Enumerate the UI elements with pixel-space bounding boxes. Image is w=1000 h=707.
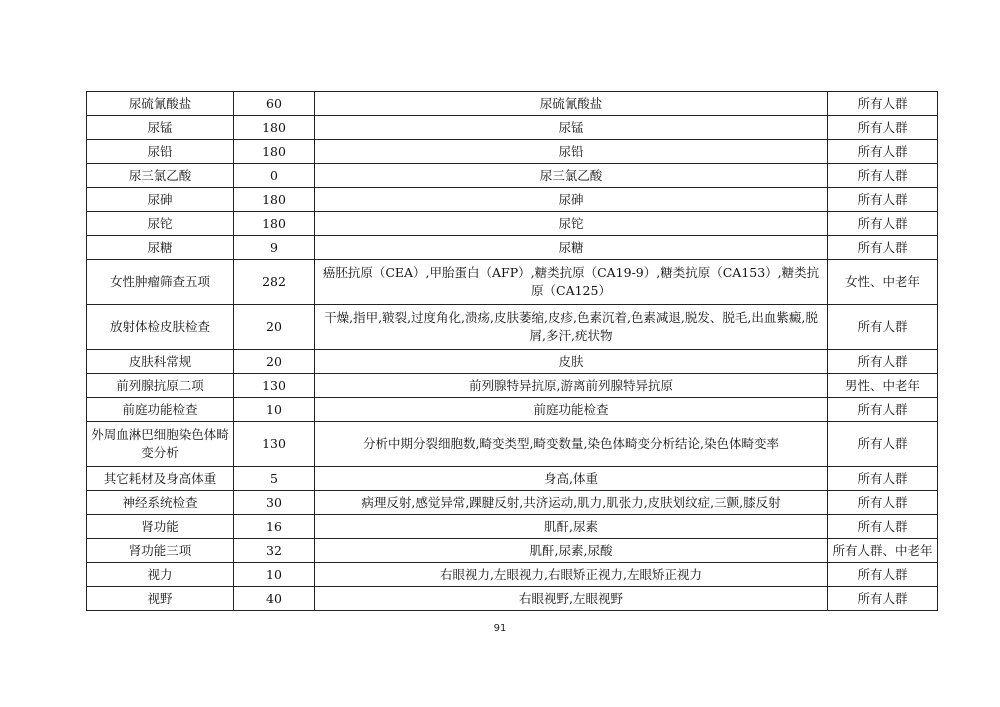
item-name-cell: 视力 — [87, 563, 234, 587]
item-group-cell: 所有人群 — [828, 164, 938, 188]
item-price-cell: 5 — [234, 467, 315, 491]
table-row — [87, 212, 938, 236]
item-price-cell: 60 — [234, 92, 315, 116]
item-name-cell: 视野 — [87, 587, 234, 611]
item-name-cell: 尿铊 — [87, 212, 234, 236]
table-row — [87, 116, 938, 140]
item-price-cell: 180 — [234, 212, 315, 236]
item-content-cell: 癌胚抗原（CEA）,甲胎蛋白（AFP）,糖类抗原（CA19-9）,糖类抗原（CA153）,糖类抗原（CA125） — [315, 260, 828, 305]
item-content-cell: 病理反射,感觉异常,踝腱反射,共济运动,肌力,肌张力,皮肤划纹症,三颤,膝反射 — [315, 491, 828, 515]
item-name-cell: 前列腺抗原二项 — [87, 374, 234, 398]
item-group-cell: 男性、中老年 — [828, 374, 938, 398]
item-group-cell: 所有人群 — [828, 350, 938, 374]
exam-items-table — [86, 91, 938, 611]
item-group-cell: 所有人群 — [828, 92, 938, 116]
item-content-cell: 肌酐,尿素 — [315, 515, 828, 539]
item-name-cell: 尿砷 — [87, 188, 234, 212]
item-group-cell: 所有人群 — [828, 236, 938, 260]
item-content-cell: 分析中期分裂细胞数,畸变类型,畸变数量,染色体畸变分析结论,染色体畸变率 — [315, 422, 828, 467]
item-content-cell: 尿硫氰酸盐 — [315, 92, 828, 116]
page-number: 91 — [493, 623, 507, 634]
table-row — [87, 467, 938, 491]
item-name-cell: 肾功能三项 — [87, 539, 234, 563]
item-group-cell: 所有人群 — [828, 422, 938, 467]
table-row — [87, 236, 938, 260]
item-price-cell: 20 — [234, 350, 315, 374]
item-name-cell: 外周血淋巴细胞染色体畸变分析 — [87, 422, 234, 467]
table-row — [87, 305, 938, 350]
item-content-cell: 尿砷 — [315, 188, 828, 212]
table-row — [87, 188, 938, 212]
table-row — [87, 563, 938, 587]
table-row — [87, 374, 938, 398]
item-content-cell: 肌酐,尿素,尿酸 — [315, 539, 828, 563]
table-row — [87, 164, 938, 188]
item-price-cell: 130 — [234, 374, 315, 398]
item-group-cell: 所有人群、中老年 — [828, 539, 938, 563]
item-price-cell: 10 — [234, 563, 315, 587]
item-content-cell: 尿三氯乙酸 — [315, 164, 828, 188]
item-content-cell: 身高,体重 — [315, 467, 828, 491]
item-price-cell: 10 — [234, 398, 315, 422]
item-name-cell: 肾功能 — [87, 515, 234, 539]
item-price-cell: 180 — [234, 116, 315, 140]
item-group-cell: 所有人群 — [828, 140, 938, 164]
item-name-cell: 皮肤科常规 — [87, 350, 234, 374]
table-row — [87, 140, 938, 164]
item-content-cell: 尿糖 — [315, 236, 828, 260]
item-content-cell: 尿铅 — [315, 140, 828, 164]
item-price-cell: 20 — [234, 305, 315, 350]
item-name-cell: 放射体检皮肤检查 — [87, 305, 234, 350]
item-group-cell: 所有人群 — [828, 491, 938, 515]
item-name-cell: 其它耗材及身高体重 — [87, 467, 234, 491]
item-content-cell: 干燥,指甲,皲裂,过度角化,溃疡,皮肤萎缩,皮疹,色素沉着,色素减退,脱发、脱毛,出血紫癜,脱屑,多汗,疣状物 — [315, 305, 828, 350]
item-content-cell: 前庭功能检查 — [315, 398, 828, 422]
table-row — [87, 260, 938, 305]
item-content-cell: 前列腺特异抗原,游离前列腺特异抗原 — [315, 374, 828, 398]
item-content-cell: 右眼视力,左眼视力,右眼矫正视力,左眼矫正视力 — [315, 563, 828, 587]
item-group-cell: 所有人群 — [828, 305, 938, 350]
item-price-cell: 180 — [234, 188, 315, 212]
item-group-cell: 所有人群 — [828, 587, 938, 611]
item-price-cell: 130 — [234, 422, 315, 467]
item-group-cell: 所有人群 — [828, 212, 938, 236]
item-name-cell: 尿锰 — [87, 116, 234, 140]
table-row — [87, 422, 938, 467]
item-price-cell: 16 — [234, 515, 315, 539]
table-row — [87, 491, 938, 515]
table-row — [87, 587, 938, 611]
item-content-cell: 皮肤 — [315, 350, 828, 374]
item-group-cell: 所有人群 — [828, 515, 938, 539]
item-group-cell: 所有人群 — [828, 116, 938, 140]
item-name-cell: 前庭功能检查 — [87, 398, 234, 422]
table-row — [87, 398, 938, 422]
item-price-cell: 32 — [234, 539, 315, 563]
table-row — [87, 350, 938, 374]
item-price-cell: 9 — [234, 236, 315, 260]
item-group-cell: 所有人群 — [828, 563, 938, 587]
table-row — [87, 539, 938, 563]
item-price-cell: 40 — [234, 587, 315, 611]
item-name-cell: 尿三氯乙酸 — [87, 164, 234, 188]
item-price-cell: 30 — [234, 491, 315, 515]
item-content-cell: 右眼视野,左眼视野 — [315, 587, 828, 611]
exam-items-table-body — [87, 92, 938, 611]
item-name-cell: 尿硫氰酸盐 — [87, 92, 234, 116]
item-content-cell: 尿铊 — [315, 212, 828, 236]
table-row — [87, 515, 938, 539]
item-group-cell: 所有人群 — [828, 188, 938, 212]
item-group-cell: 所有人群 — [828, 398, 938, 422]
table-row — [87, 92, 938, 116]
item-name-cell: 神经系统检查 — [87, 491, 234, 515]
item-name-cell: 尿铅 — [87, 140, 234, 164]
item-group-cell: 所有人群 — [828, 467, 938, 491]
item-price-cell: 0 — [234, 164, 315, 188]
item-content-cell: 尿锰 — [315, 116, 828, 140]
item-price-cell: 180 — [234, 140, 315, 164]
item-name-cell: 尿糖 — [87, 236, 234, 260]
item-name-cell: 女性肿瘤筛查五项 — [87, 260, 234, 305]
item-price-cell: 282 — [234, 260, 315, 305]
item-group-cell: 女性、中老年 — [828, 260, 938, 305]
